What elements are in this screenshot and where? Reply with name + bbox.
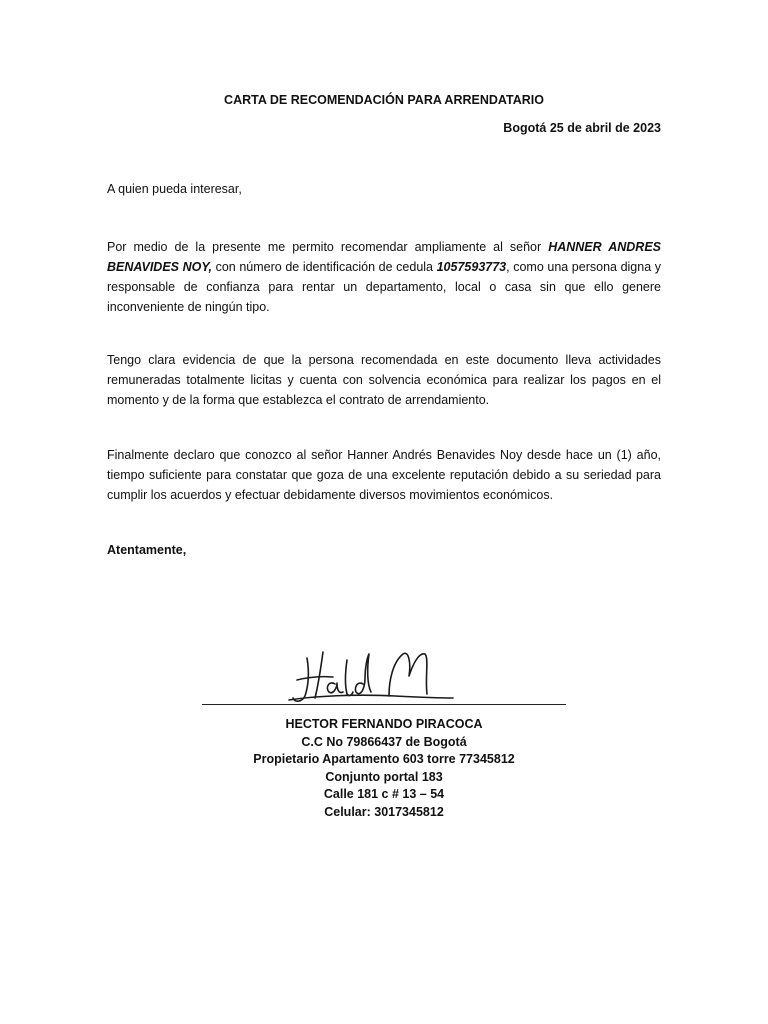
signer-address: Calle 181 c # 13 – 54 xyxy=(323,787,445,801)
signer-block xyxy=(0,716,768,821)
p1-text-a: Por medio de la presente me permito recomendar ampliamente al señor xyxy=(107,240,549,254)
id-number: 1057593773 xyxy=(436,260,507,274)
signer-complex: Conjunto portal 183 xyxy=(325,769,443,784)
p1-text-c: , como una persona digna y responsable de confianza para rentar un departamento, local o casa sin que ello genere inconveniente de ningún tipo. xyxy=(107,260,661,314)
signature-line xyxy=(202,704,566,705)
handwritten-signature xyxy=(285,640,455,706)
p1-text-b: con número de identificación de cedula xyxy=(212,260,437,274)
recommended-person-name: HANNER ANDRES BENAVIDES NOY, xyxy=(107,240,661,274)
signer-name: HECTOR FERNANDO PIRACOCA xyxy=(285,717,483,731)
signer-role: Propietario Apartamento 603 torre 77345812 xyxy=(253,752,515,766)
signer-cc: C.C No 79866437 de Bogotá xyxy=(301,734,467,749)
paragraph-1 xyxy=(107,237,661,317)
paragraph-3: Finalmente declaro que conozco al señor Hanner Andrés Benavides Noy desde hace un (1) año, tiempo suficiente para constatar que goza de una excelente reputación debido a su seriedad para cumplir los acuerdos y efectuar debidamente diversos movimientos económicos. xyxy=(107,448,661,502)
letter-title: CARTA DE RECOMENDACIÓN PARA ARRENDATARIO xyxy=(224,93,544,107)
letter-date: Bogotá 25 de abril de 2023 xyxy=(503,121,661,135)
closing: Atentamente, xyxy=(107,543,187,557)
signer-phone: Celular: 3017345812 xyxy=(324,804,444,819)
paragraph-2: Tengo clara evidencia de que la persona recomendada en este documento lleva actividades remuneradas totalmente licitas y cuenta con solvencia económica para realizar los pagos en el momento y de la forma que establezca el contrato de arrendamiento. xyxy=(107,353,661,407)
salutation: A quien pueda interesar, xyxy=(107,182,242,196)
